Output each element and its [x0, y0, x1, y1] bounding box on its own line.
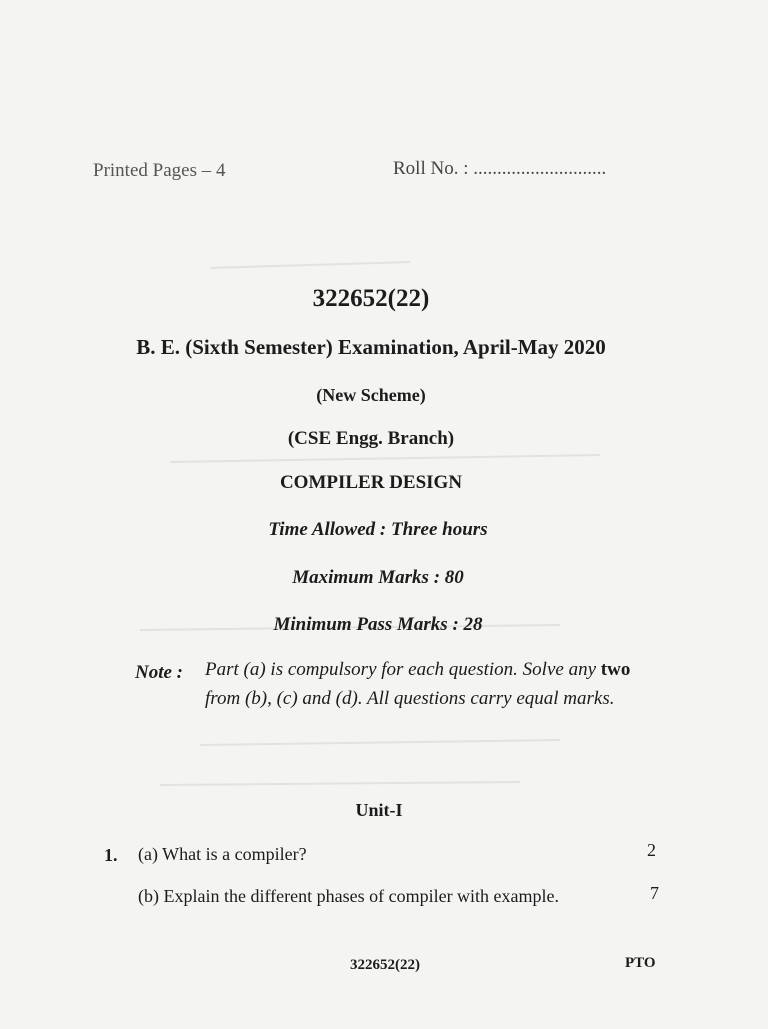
- question-part-a: (a) What is a compiler?: [138, 844, 307, 864]
- printed-pages: Printed Pages – 4: [93, 160, 226, 181]
- subject-title: COMPILER DESIGN: [279, 472, 463, 493]
- note-label: Note :: [135, 662, 184, 683]
- maximum-marks: Maximum Marks : 80: [292, 567, 464, 588]
- exam-title: B. E. (Sixth Semester) Examination, April-May 2020: [136, 335, 606, 359]
- question-part-a-marks: 2: [647, 840, 656, 860]
- note-emphasis: two: [600, 659, 631, 680]
- note-text-part-1: Part (a) is compulsory for each question. Solve any: [205, 659, 601, 680]
- branch: (CSE Engg. Branch): [287, 428, 455, 449]
- minimum-pass-marks: Minimum Pass Marks : 28: [273, 614, 483, 635]
- note-text: [205, 655, 635, 713]
- question-part-b: (b) Explain the different phases of compiler with example.: [138, 886, 560, 906]
- time-allowed: Time Allowed : Three hours: [268, 519, 488, 540]
- question-number: 1.: [104, 845, 118, 865]
- footer-paper-code: 322652(22): [350, 957, 420, 973]
- scheme: (New Scheme): [316, 385, 426, 405]
- roll-number-field: Roll No. : ............................: [393, 158, 607, 179]
- note-text-part-2: from (b), (c) and (d). All questions carry equal marks.: [205, 688, 615, 709]
- question-part-b-marks: 7: [650, 883, 659, 903]
- unit-heading: Unit-I: [355, 800, 403, 820]
- paper-code: 322652(22): [312, 285, 430, 312]
- pto-label: PTO: [625, 955, 656, 971]
